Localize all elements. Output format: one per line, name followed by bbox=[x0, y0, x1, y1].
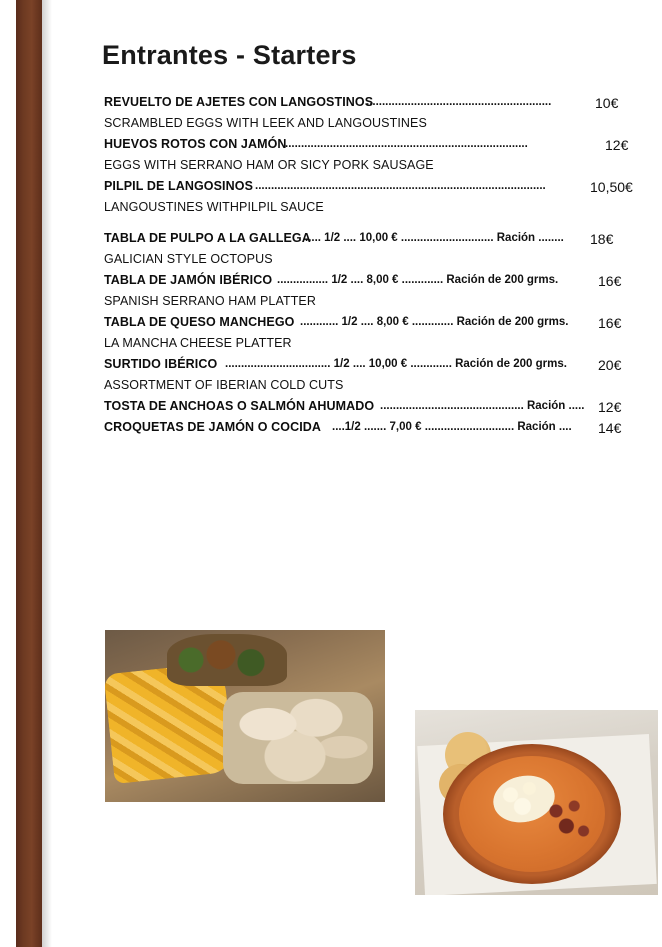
item-name-en: LANGOUSTINES WITHPILPIL SAUCE bbox=[104, 200, 324, 214]
item-name-es: REVUELTO DE AJETES CON LANGOSTINOS bbox=[104, 95, 374, 109]
menu-item-row bbox=[100, 231, 656, 252]
item-name-en: SCRAMBLED EGGS WITH LEEK AND LANGOUSTINES bbox=[104, 116, 427, 130]
item-portion-info: ..... 1/2 .... 10,00 € ............................. Ración ........ bbox=[305, 232, 564, 244]
menu-item-row bbox=[100, 273, 656, 294]
menu-item-translation-row bbox=[100, 158, 656, 179]
menu-items-list bbox=[100, 95, 656, 441]
photo-ham-bits bbox=[543, 796, 595, 846]
item-portion-info: ............ 1/2 .... 8,00 € ............. Ración de 200 grms. bbox=[300, 316, 569, 328]
menu-item-row bbox=[100, 420, 656, 441]
menu-item-translation-row bbox=[100, 200, 656, 231]
menu-item-row bbox=[100, 399, 656, 420]
item-dots: ............................................................................ bbox=[285, 138, 528, 150]
binder-edge-bar bbox=[16, 0, 42, 947]
item-portion-info: ............................................. Ración ..... bbox=[380, 400, 585, 412]
photo-vegetables bbox=[167, 634, 287, 686]
item-name-es: CROQUETAS DE JAMÓN O COCIDA bbox=[104, 420, 322, 434]
item-portion-info: ................................. 1/2 .... 10,00 € ............. Ración de 200 grms. bbox=[225, 358, 567, 370]
item-price: 12€ bbox=[605, 137, 629, 153]
item-price: 16€ bbox=[598, 315, 622, 331]
item-price: 18€ bbox=[590, 231, 614, 247]
menu-item-row bbox=[100, 95, 656, 116]
menu-item-row bbox=[100, 179, 656, 200]
item-name-es: TABLA DE JAMÓN IBÉRICO bbox=[104, 273, 273, 287]
item-name-es: TABLA DE PULPO A LA GALLEGA bbox=[104, 231, 311, 245]
item-name-es: SURTIDO IBÉRICO bbox=[104, 357, 218, 371]
item-name-es: TABLA DE QUESO MANCHEGO bbox=[104, 315, 295, 329]
item-price: 10,50€ bbox=[590, 179, 633, 195]
binder-edge-shadow bbox=[42, 0, 52, 947]
item-dots: .......................................................... bbox=[366, 96, 552, 108]
item-name-en: LA MANCHA CHEESE PLATTER bbox=[104, 336, 292, 350]
item-name-es: HUEVOS ROTOS CON JAMÓN bbox=[104, 137, 287, 151]
item-price: 20€ bbox=[598, 357, 622, 373]
item-name-es: PILPIL DE LANGOSINOS bbox=[104, 179, 254, 193]
page-title: Entrantes - Starters bbox=[102, 40, 357, 70]
item-name-en: SPANISH SERRANO HAM PLATTER bbox=[104, 294, 316, 308]
item-price: 16€ bbox=[598, 273, 622, 289]
menu-item-translation-row bbox=[100, 116, 656, 137]
item-price: 10€ bbox=[595, 95, 619, 111]
menu-item-row bbox=[100, 137, 656, 158]
item-name-en: GALICIAN STYLE OCTOPUS bbox=[104, 252, 273, 266]
item-portion-info: ................ 1/2 .... 8,00 € ............. Ración de 200 grms. bbox=[277, 274, 559, 286]
menu-item-translation-row bbox=[100, 252, 656, 273]
item-price: 14€ bbox=[598, 420, 622, 436]
photo-salmorejo-bowl bbox=[415, 710, 658, 895]
item-price: 12€ bbox=[598, 399, 622, 415]
menu-item-translation-row bbox=[100, 378, 656, 399]
item-dots: ........................................................................................... bbox=[255, 180, 546, 192]
photo-chicken-and-fries bbox=[105, 630, 385, 802]
item-name-en: EGGS WITH SERRANO HAM OR SICY PORK SAUSAGE bbox=[104, 158, 434, 172]
menu-item-translation-row bbox=[100, 336, 656, 357]
menu-item-row bbox=[100, 357, 656, 378]
menu-item-row bbox=[100, 315, 656, 336]
item-portion-info: ....1/2 ....... 7,00 € ............................ Ración .... bbox=[332, 421, 572, 433]
photo-chicken bbox=[223, 692, 373, 784]
item-name-en: ASSORTMENT OF IBERIAN COLD CUTS bbox=[104, 378, 344, 392]
item-name-es: TOSTA DE ANCHOAS O SALMÓN AHUMADO bbox=[104, 399, 375, 413]
menu-item-translation-row bbox=[100, 294, 656, 315]
